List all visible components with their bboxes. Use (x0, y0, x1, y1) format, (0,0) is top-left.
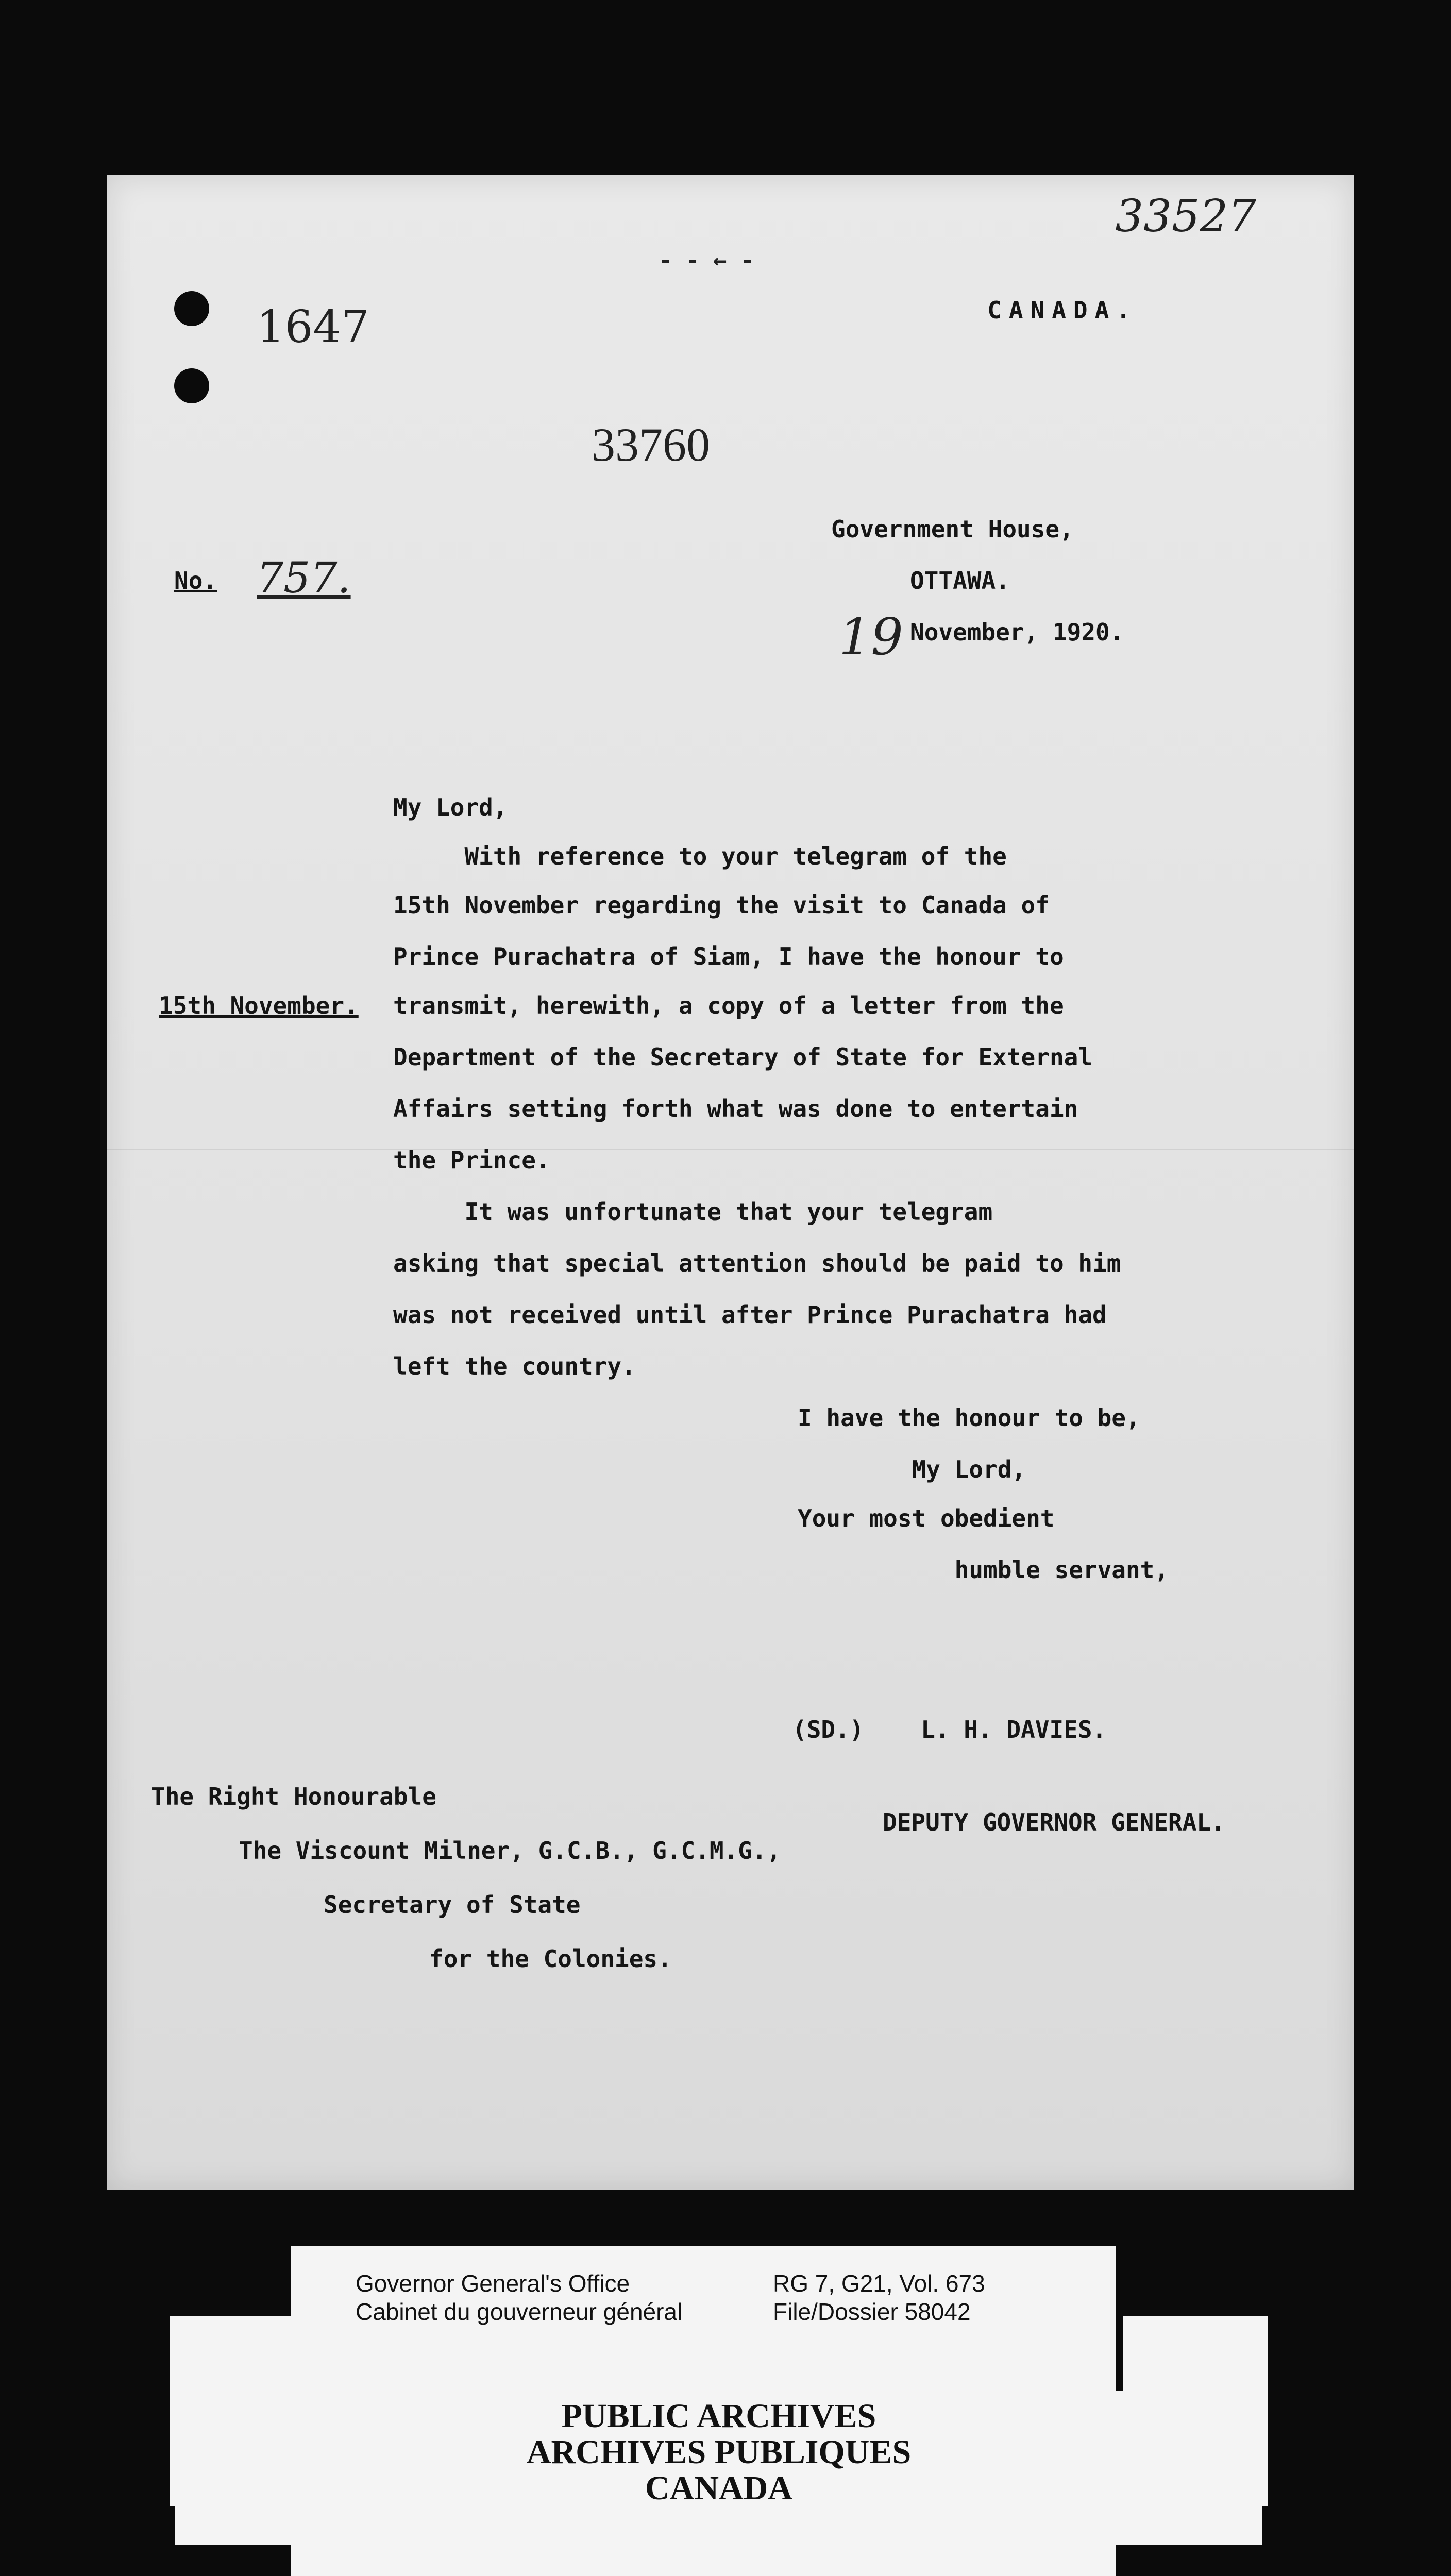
addressee-line: The Viscount Milner, G.C.B., G.C.M.G., (239, 1837, 781, 1865)
punch-hole (174, 368, 209, 403)
archives-stamp (175, 2398, 1262, 2506)
document-page (107, 175, 1354, 2190)
archives-title-fr: ARCHIVES PUBLIQUES (526, 2433, 912, 2471)
body-line: Department of the Secretary of State for External (393, 1043, 1093, 1071)
file-dossier: File/Dossier 58042 (773, 2298, 971, 2325)
handwritten-reference-top: 33527 (1115, 191, 1256, 242)
archives-title-country: CANADA (645, 2469, 792, 2507)
address-line-2: OTTAWA. (910, 567, 1010, 595)
body-line: asking that special attention should be paid to him (393, 1249, 1121, 1277)
addressee-line: The Right Honourable (151, 1783, 436, 1810)
record-group: RG 7, G21, Vol. 673 (773, 2270, 985, 2297)
office-french: Cabinet du gouverneur général (356, 2298, 683, 2325)
country-heading: CANADA. (987, 296, 1138, 324)
handwritten-day: 19 (839, 608, 903, 667)
body-line: was not received until after Prince Purachatra had (393, 1301, 1107, 1329)
file-number: 33760 (592, 418, 710, 471)
body-line: It was unfortunate that your telegram (393, 1198, 993, 1226)
body-line: Prince Purachatra of Siam, I have the honour to (393, 943, 1064, 971)
closing-line: humble servant, (798, 1556, 1169, 1584)
address-line-1: Government House, (831, 515, 1074, 543)
signatory-title: DEPUTY GOVERNOR GENERAL. (883, 1808, 1225, 1836)
archives-title-en: PUBLIC ARCHIVES (561, 2397, 876, 2435)
closing-line: My Lord, (798, 1455, 1026, 1483)
punch-hole (174, 291, 209, 326)
office-english: Governor General's Office (356, 2270, 630, 2297)
closing-line: Your most obedient (798, 1504, 1055, 1532)
body-line: the Prince. (393, 1146, 550, 1174)
margin-note: 15th November. (159, 992, 359, 1020)
body-line: With reference to your telegram of the (393, 842, 1007, 870)
body-line: left the country. (393, 1352, 636, 1380)
addressee-line: Secretary of State (324, 1891, 581, 1919)
salutation: My Lord, (393, 793, 508, 821)
stamp-mark: - - ← - (659, 247, 754, 274)
addressee-line: for the Colonies. (429, 1945, 672, 1973)
signature: (SD.) L. H. DAVIES. (792, 1716, 1107, 1743)
address-date: November, 1920. (910, 618, 1124, 646)
closing-line: I have the honour to be, (798, 1404, 1140, 1432)
body-line: Affairs setting forth what was done to entertain (393, 1095, 1078, 1123)
body-line: 15th November regarding the visit to Canada of (393, 891, 1050, 919)
handwritten-reference-left: 1647 (257, 301, 369, 353)
fold-line (107, 1149, 1354, 1150)
handwritten-number: 757. (257, 554, 351, 603)
number-label: No. (174, 567, 217, 595)
body-line: transmit, herewith, a copy of a letter from the (393, 992, 1064, 1020)
